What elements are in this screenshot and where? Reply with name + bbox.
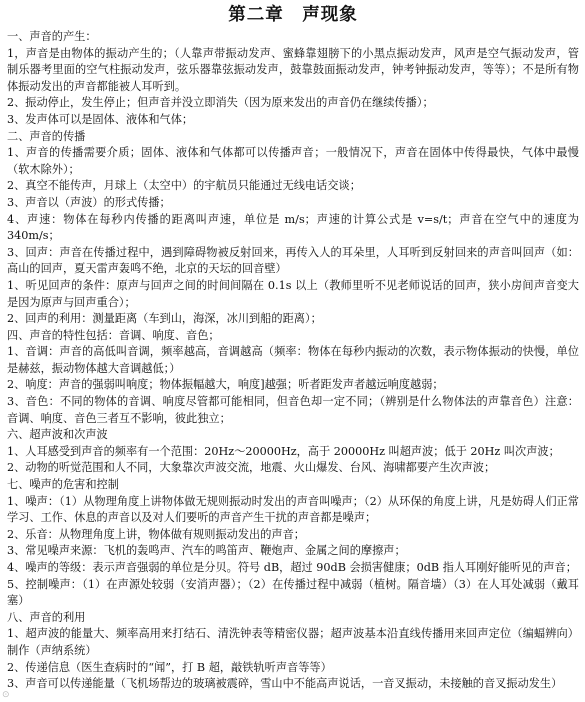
section-heading: 四、声音的特性包括：音调、响度、音色； (7, 328, 220, 342)
watermark-logo: ⊙ (2, 690, 10, 700)
paragraph: 3、音色：不同的物体的音调、响度尽管都可能相同，但音色却一定不同；（辨别是什么物体法的声靠音色）注意：音调、响度、音色三者互不影响，彼此独立； (7, 395, 579, 425)
page-title: 第二章 声现象 (228, 5, 358, 25)
paragraph: 2、响度：声音的强弱叫响度；物体振幅越大，响度]越强；听者距发声者越远响度越弱； (7, 378, 444, 392)
paragraph: 1，声音是由物体的振动产生的；（人靠声带振动发声、蜜蜂靠翅膀下的小黑点振动发声，风声是空气振动发声，管制乐器考里面的空气柱振动发声，弦乐器靠弦振动发声，鼓靠鼓面振动发声，钟考钟振动发声，等等）；不是所有物体振动发出的声音都能被人耳听到。 (7, 46, 579, 93)
section-heading: 一、声音的产生： (7, 30, 97, 43)
paragraph: 3、声音以（声波）的形式传播； (7, 195, 171, 209)
section-heading: 八、声音的利用 (7, 610, 86, 624)
document-body (7, 29, 579, 693)
section-heading: 六、超声波和次声波 (7, 428, 108, 442)
paragraph: 3、常见噪声来源：飞机的轰鸣声、汽车的鸣笛声、鞭炮声、金属之间的摩擦声； (7, 544, 406, 558)
paragraph: 2、真空不能传声，月球上（太空中）的宇航员只能通过无线电话交谈； (7, 179, 361, 193)
paragraph: 1、音调：声音的高低叫音调，频率越高，音调越高（频率：物体在每秒内振动的次数，表示物体振动的快慢，单位是赫兹，振动物体越大音调越低；） (7, 345, 579, 375)
paragraph: 1、听见回声的条件：原声与回声之间的时间间隔在 0.1s 以上（教师里听不见老师说话的回声，狭小房间声音变大是因为原声与回声重合）； (7, 278, 579, 309)
paragraph: 1、人耳感受到声音的频率有一个范围：20Hz～20000Hz，高于 20000Hz 叫超声波；低于 20Hz 叫次声波； (7, 444, 560, 458)
paragraph: 1、噪声：（1）从物理角度上讲物体做无规则振动时发出的声音叫噪声；（2）从环保的角度上讲，凡是妨碍人们正常学习、工作、休息的声音以及对人们要听的声音产生干扰的声音都是噪声； (7, 494, 579, 525)
paragraph: 2、回声的利用：测量距离（车到山，海深，冰川到船的距离）； (7, 312, 322, 326)
section-heading: 七、噪声的危害和控制 (7, 478, 119, 492)
paragraph: 3、声音可以传递能量（飞机场帮边的玻璃被震碎，雪山中不能高声说话，一音叉振动，未接触的音叉振动发生） (7, 677, 563, 691)
paragraph: 1、声音的传播需要介质；固体、液体和气体都可以传播声音；一般情况下，声音在固体中传得最快，气体中最慢（软木除外）； (7, 146, 579, 176)
section-heading: 二、声音的传播 (7, 129, 86, 143)
paragraph: 3、回声：声音在传播过程中，遇到障碍物被反射回来，再传入人的耳朵里，人耳听到反射回来的声音叫回声（如：高山的回声，夏天雷声轰鸣不绝，北京的天坛的回音壁） (7, 245, 579, 276)
paragraph: 5、控制噪声：（1）在声源处较弱（安消声器）；（2）在传播过程中减弱（植树。隔音墙）（3）在人耳处减弱（戴耳塞） (7, 577, 579, 608)
document-page (7, 4, 579, 693)
paragraph: 2、振动停止，发生停止；但声音并没立即消失（因为原来发出的声音仍在继续传播）； (7, 96, 434, 110)
paragraph: 4、噪声的等级：表示声音强弱的单位是分贝。符号 dB，超过 90dB 会损害健康；0dB 指人耳刚好能听见的声音； (7, 561, 577, 574)
paragraph: 2、动物的听觉范围和人不同，大象靠次声波交流，地震、火山爆发、台风、海啸都要产生次声波； (7, 461, 496, 475)
paragraph: 3、发声体可以是固体、液体和气体； (7, 112, 194, 126)
paragraph: 2、传递信息（医生查病时的“闻”，打 B 超，敲铁轨听声音等等） (7, 660, 332, 674)
paragraph: 2、乐音：从物理角度上讲，物体做有规则振动发出的声音； (7, 527, 305, 541)
paragraph: 1、超声波的能量大、频率高用来打结石、清洗钟表等精密仪器；超声波基本沿直线传播用来回声定位（编蝠辨向）制作（声纳系统） (7, 627, 579, 657)
paragraph: 4、声速：物体在每秒内传播的距离叫声速，单位是 m/s；声速的计算公式是 v=s/t；声音在空气中的速度为 340m/s； (7, 212, 579, 243)
